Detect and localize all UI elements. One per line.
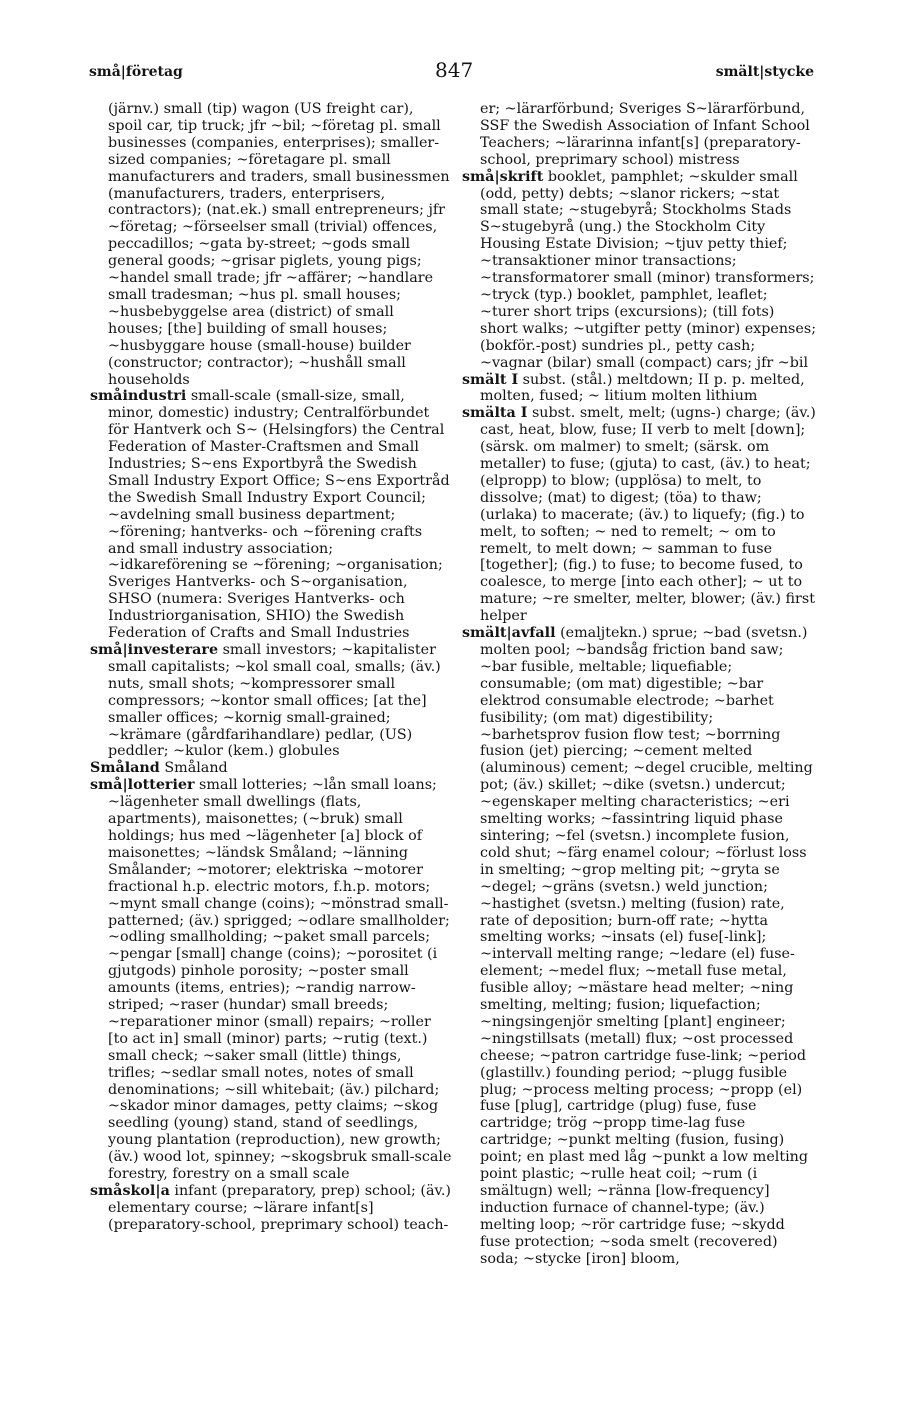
dictionary-entry: smälta I subst. smelt, melt; (ugns-) charge; (äv.) cast, heat, blow, fuse; II verb to melt [down]; (särsk. om malmer) to smelt; (särsk. om metaller) to fuse; (gjuta) to cast, (äv.) to heat; (elpropp) to blow; (upplösa) to melt, to dissolve; (mat) to digest; (töa) to thaw; (urlaka) to macerate; (äv.) to liquefy; (fig.) to melt, to soften; ~ ned to remelt; ~ om to remelt, to melt down; ~ samman to fuse [together]; (fig.) to fuse; to become fused, to coalesce, to merge [into each other]; ~ ut to mature; ~re smelter, melter, blower; (äv.) first helper xyxy=(462,405,816,625)
dictionary-entry: smält I subst. (stål.) meltdown; II p. p. melted, molten, fused; ~ litium molten lithium xyxy=(462,371,805,405)
running-header xyxy=(89,58,814,92)
dictionary-entry: småindustri small-scale (small-size, small, minor, domestic) industry; Centralförbundet för Hantverk och S~ (Helsingfors) the Central Federation of Master-Craftsmen and Small Industries; S~ens Exportbyrå the Swedish Small Industry Export Office; S~ens Exportråd the Swedish Small Industry Export Council; ~avdelning small business department; ~förening; hantverks- och ~förening crafts and small industry association; ~idkareförening se ~förening; ~organisation; Sveriges Hantverks- och S~organisation, SHSO (numera: Sveriges Hantverks- och Industriorganisation, SHIO) the Swedish Federation of Crafts and Small Industries xyxy=(90,388,450,642)
right-guide-word: smält|stycke xyxy=(715,64,814,80)
left-column xyxy=(90,101,452,1234)
dictionary-entry: smält|avfall (emaljtekn.) sprue; ~bad (svetsn.) molten pool; ~bandsåg friction band saw; ~bar fusible, meltable; liquefiable; consumable; (om mat) digestible; ~bar elektrod consumable electrode; ~barhet fusibility; (om mat) digestibility; ~barhetsprov fusion flow test; ~borrning fusion (jet) piercing; ~cement melted (aluminous) cement; ~degel crucible, melting pot; (äv.) skillet; ~dike (svetsn.) undercut; ~egenskaper melting characteristics; ~eri smelting works; ~fassintring liquid phase sintering; ~fel (svetsn.) incomplete fusion, cold shut; ~färg enamel colour; ~förlust loss in smelting; ~grop melting pit; ~gryta se ~degel; ~gräns (svetsn.) weld junction; ~hastighet (svetsn.) melting (fusion) rate, rate of deposition; burn-off rate; ~hytta smelting works; ~insats (el) fuse[-link]; ~intervall melting range; ~ledare (el) fuse-element; ~medel flux; ~metall fuse metal, fusible alloy; ~mästare head melter; ~ning smelting, melting; fusion; liquefaction; ~ningsingenjör smelting [plant] engineer; ~ningstillsats (metall) flux; ~ost processed cheese; ~patron cartridge fuse-link; ~period (glastillv.) founding period; ~plugg fusible plug; ~process melting process; ~propp (el) fuse [plug], cartridge (plug) fuse, fuse cartridge; trög ~propp time-lag fuse cartridge; ~punkt melting (fusion, fusing) point; en plast med låg ~punkt a low melting point plastic; ~rulle heat coil; ~rum (i smältugn) well; ~ränna [low-frequency] induction furnace of channel-type; (äv.) melting loop; ~rör cartridge fuse; ~skydd fuse protection; ~soda smelt (recovered) soda; ~stycke [iron] bloom, xyxy=(462,625,813,1267)
page-number: 847 xyxy=(435,58,474,82)
dictionary-entry: Småland Småland xyxy=(90,760,228,777)
dictionary-entry: er; ~lärarförbund; Sveriges S~lärarförbund, SSF the Swedish Association of Infant School Teachers; ~lärarinna infant[s] (preparatory-school, preprimary school) mistress xyxy=(480,101,810,168)
dictionary-entry: (järnv.) small (tip) wagon (US freight car), spoil car, tip truck; jfr ~bil; ~företag pl. small businesses (companies, enterprises); smaller-sized companies; ~företagare pl. small manufacturers and traders, small businessmen (manufacturers, traders, enterprisers, contractors); (nat.ek.) small entrepreneurs; jfr ~företag; ~förseelser small (trivial) offences, peccadillos; ~gata by-street; ~gods small general goods; ~grisar piglets, young pigs; ~handel small trade; jfr ~affärer; ~handlare small tradesman; ~hus pl. small houses; ~husbebyggelse area (district) of small houses; [the] building of small houses; ~husbyggare house (small-house) builder (constructor; contractor); ~hushåll small households xyxy=(108,101,450,388)
dictionary-entry: små|skrift booklet, pamphlet; ~skulder small (odd, petty) debts; ~slanor rickers; ~stat small state; ~stugebyrå; Stockholms Stads S~stugebyrå (ung.) the Stockholm City Housing Estate Division; ~tjuv petty thief; ~transaktioner minor transactions; ~transformatorer small (minor) transformers; ~tryck (typ.) booklet, pamphlet, leaflet; ~turer short trips (excursions); (till fots) short walks; ~utgifter petty (minor) expenses; (bokför.-post) sundries pl., petty cash; ~vagnar (bilar) small (compact) cars; jfr ~bil xyxy=(462,168,817,371)
dictionary-entry: små|lotterier small lotteries; ~lån small loans; ~lägenheter small dwellings (flats, apartments), maisonettes; (~bruk) small holdings; hus med ~lägenheter [a] block of maisonettes; ~ländsk Småland; ~länning Smålander; ~motorer; elektriska ~motorer fractional h.p. electric motors, f.h.p. motors; ~mynt small change (coins); ~mönstrad small-patterned; (äv.) sprigged; ~odlare smallholder; ~odling smallholding; ~paket small parcels; ~pengar [small] change (coins); ~porositet (i gjutgods) pinhole porosity; ~poster small amounts (items, entries); ~randig narrow-striped; ~raser (hundar) small breeds; ~reparationer minor (small) repairs; ~roller [to act in] small (minor) parts; ~rutig (text.) small check; ~saker small (little) things, trifles; ~sedlar small notes, notes of small denominations; ~sill whitebait; (äv.) pilchard; ~skador minor damages, petty claims; ~skog seedling (young) stand, stand of seedlings, young plantation (reproduction), new growth; (äv.) wood lot, spinney; ~skogsbruk small-scale forestry, forestry on a small scale xyxy=(90,777,452,1183)
dictionary-entry: småskol|a infant (preparatory, prep) school; (äv.) elementary course; ~lärare infant[s] (preparatory-school, preprimary school) teach- xyxy=(90,1183,452,1233)
left-guide-word: små|företag xyxy=(89,64,183,80)
dictionary-entry: små|investerare small investors; ~kapitalister small capitalists; ~kol small coal, smalls; (äv.) nuts, small shots; ~kompressorer small compressors; ~kontor small offices; [at the] smaller offices; ~kornig small-grained; ~krämare (gårdfarihandlare) pedlar, (US) peddler; ~kulor (kem.) globules xyxy=(90,642,441,760)
right-column xyxy=(462,101,816,1268)
